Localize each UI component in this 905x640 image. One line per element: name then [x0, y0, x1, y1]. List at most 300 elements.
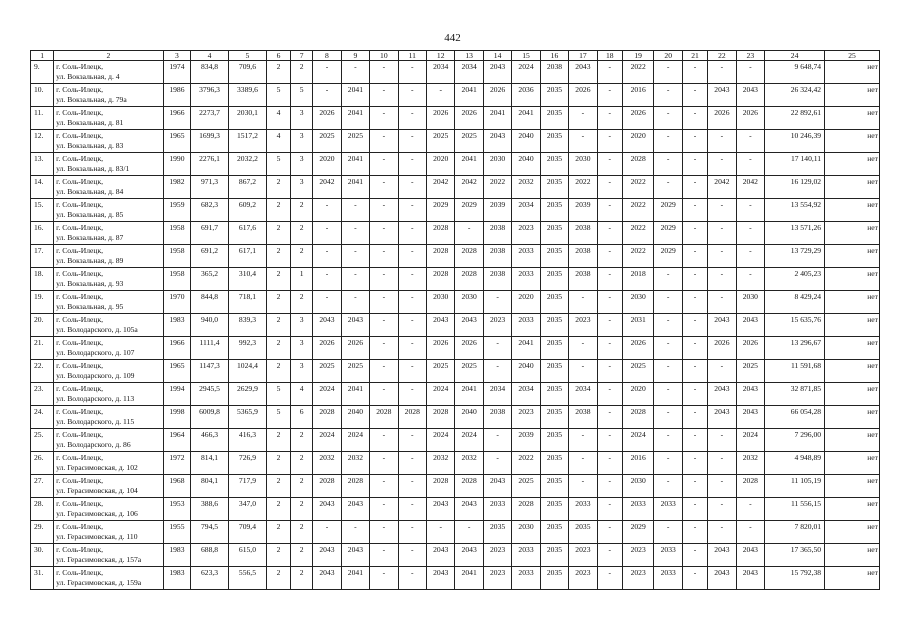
table-cell-col-9: 2025	[341, 130, 369, 153]
table-cell-col-3: 1966	[163, 107, 190, 130]
table-cell-col-5: 416,3	[229, 429, 267, 452]
table-cell-col-14: 2022	[483, 176, 511, 199]
table-cell-col-23: 2042	[736, 176, 764, 199]
table-cell-col-19: 2033	[622, 498, 654, 521]
table-cell-col-8: 2043	[313, 567, 341, 590]
table-cell-col-7: 2	[291, 291, 313, 314]
table-cell-col-8: -	[313, 245, 341, 268]
table-cell-col-18: -	[597, 383, 622, 406]
table-cell-col-9: -	[341, 222, 369, 245]
table-cell-col-18: -	[597, 153, 622, 176]
table-cell-col-6: 2	[266, 544, 290, 567]
table-cell-col-12: 2028	[426, 222, 454, 245]
column-header-21: 21	[682, 51, 707, 61]
table-cell-col-6: 2	[266, 199, 290, 222]
table-cell-col-21: -	[682, 567, 707, 590]
table-cell-col-14: 2038	[483, 245, 511, 268]
address-street: ул. Герасимовская, д. 106	[56, 509, 138, 518]
table-cell-col-18: -	[597, 130, 622, 153]
table-cell-col-21: -	[682, 130, 707, 153]
table-cell-col-24: 11 591,68	[765, 360, 825, 383]
table-cell-col-7: 2	[291, 452, 313, 475]
table-cell-col-25: нет	[825, 222, 880, 245]
table-cell-col-21: -	[682, 314, 707, 337]
table-cell-col-9: 2043	[341, 544, 369, 567]
address-cell	[54, 452, 164, 475]
table-cell-col-17: -	[569, 475, 597, 498]
table-row	[31, 176, 880, 199]
address-cell	[54, 268, 164, 291]
table-cell-col-17: 2038	[569, 268, 597, 291]
table-cell-col-14: 2043	[483, 475, 511, 498]
table-cell-col-17: -	[569, 130, 597, 153]
table-cell-col-9: -	[341, 61, 369, 84]
table-cell-col-3: 1972	[163, 452, 190, 475]
column-header-18: 18	[597, 51, 622, 61]
table-cell-col-5: 2629,9	[229, 383, 267, 406]
table-cell-col-12: 2043	[426, 314, 454, 337]
table-cell-col-5: 717,9	[229, 475, 267, 498]
table-cell-col-10: -	[370, 383, 398, 406]
table-cell-col-9: -	[341, 291, 369, 314]
table-cell-col-14: 2041	[483, 107, 511, 130]
address-city: г. Соль-Илецк,	[56, 361, 104, 370]
table-cell-col-15: 2028	[512, 498, 540, 521]
table-cell-col-6: 2	[266, 176, 290, 199]
table-cell-col-13: 2041	[455, 153, 483, 176]
table-cell-col-6: 5	[266, 383, 290, 406]
table-cell-col-13: 2028	[455, 268, 483, 291]
table-row	[31, 429, 880, 452]
table-cell-col-21: -	[682, 291, 707, 314]
address-cell	[54, 61, 164, 84]
table-cell-col-24: 15 792,38	[765, 567, 825, 590]
table-cell-col-9: 2043	[341, 314, 369, 337]
table-row	[31, 222, 880, 245]
table-cell-col-9: -	[341, 199, 369, 222]
row-number-cell: 21.	[31, 337, 54, 360]
column-header-6: 6	[266, 51, 290, 61]
address-city: г. Соль-Илецк,	[56, 154, 104, 163]
table-cell-col-21: -	[682, 406, 707, 429]
table-cell-col-13: 2029	[455, 199, 483, 222]
row-number-cell: 25.	[31, 429, 54, 452]
row-number-cell: 26.	[31, 452, 54, 475]
table-cell-col-20: -	[654, 429, 682, 452]
table-cell-col-24: 17 365,50	[765, 544, 825, 567]
table-cell-col-12: 2042	[426, 176, 454, 199]
table-cell-col-16: 2035	[540, 567, 568, 590]
table-row	[31, 544, 880, 567]
table-cell-col-21: -	[682, 222, 707, 245]
table-cell-col-18: -	[597, 544, 622, 567]
table-cell-col-10: -	[370, 199, 398, 222]
address-street: ул. Вокзальная, д. 83	[56, 141, 124, 150]
table-cell-col-12: 2028	[426, 406, 454, 429]
table-cell-col-22: -	[708, 268, 736, 291]
table-cell-col-19: 2022	[622, 199, 654, 222]
table-cell-col-25: нет	[825, 567, 880, 590]
table-cell-col-11: -	[398, 245, 426, 268]
table-cell-col-24: 13 554,92	[765, 199, 825, 222]
column-header-25: 25	[825, 51, 880, 61]
address-city: г. Соль-Илецк,	[56, 200, 104, 209]
address-cell	[54, 406, 164, 429]
table-cell-col-5: 2030,1	[229, 107, 267, 130]
table-cell-col-19: 2023	[622, 544, 654, 567]
column-header-9: 9	[341, 51, 369, 61]
table-cell-col-3: 1974	[163, 61, 190, 84]
page-number: 442	[444, 32, 461, 44]
table-cell-col-10: -	[370, 337, 398, 360]
table-cell-col-16: 2038	[540, 61, 568, 84]
table-row	[31, 567, 880, 590]
table-cell-col-6: 2	[266, 337, 290, 360]
table-cell-col-23: 2043	[736, 84, 764, 107]
table-cell-col-17: 2034	[569, 383, 597, 406]
table-cell-col-18: -	[597, 521, 622, 544]
table-cell-col-21: -	[682, 84, 707, 107]
table-cell-col-24: 2 405,23	[765, 268, 825, 291]
table-cell-col-6: 5	[266, 406, 290, 429]
table-cell-col-3: 1958	[163, 222, 190, 245]
address-city: г. Соль-Илецк,	[56, 430, 104, 439]
table-cell-col-15: 2024	[512, 61, 540, 84]
table-cell-col-17: -	[569, 452, 597, 475]
table-cell-col-23: -	[736, 130, 764, 153]
table-cell-col-6: 2	[266, 521, 290, 544]
column-header-1: 1	[31, 51, 54, 61]
row-number-cell: 22.	[31, 360, 54, 383]
table-cell-col-10: -	[370, 452, 398, 475]
table-cell-col-16: 2035	[540, 429, 568, 452]
table-cell-col-16: 2035	[540, 176, 568, 199]
table-cell-col-17: -	[569, 360, 597, 383]
table-cell-col-13: 2026	[455, 337, 483, 360]
table-cell-col-7: 2	[291, 521, 313, 544]
table-cell-col-17: -	[569, 107, 597, 130]
table-cell-col-12: 2032	[426, 452, 454, 475]
table-cell-col-21: -	[682, 544, 707, 567]
table-cell-col-18: -	[597, 567, 622, 590]
table-cell-col-23: 2043	[736, 567, 764, 590]
table-cell-col-8: 2025	[313, 130, 341, 153]
table-cell-col-15: 2040	[512, 360, 540, 383]
table-cell-col-18: -	[597, 291, 622, 314]
table-cell-col-25: нет	[825, 337, 880, 360]
table-cell-col-24: 10 246,39	[765, 130, 825, 153]
table-cell-col-17: 2023	[569, 567, 597, 590]
table-cell-col-20: -	[654, 475, 682, 498]
table-cell-col-10: -	[370, 84, 398, 107]
table-cell-col-19: 2022	[622, 245, 654, 268]
table-cell-col-20: 2033	[654, 567, 682, 590]
table-cell-col-10: -	[370, 130, 398, 153]
address-city: г. Соль-Илецк,	[56, 269, 104, 278]
table-cell-col-22: 2043	[708, 383, 736, 406]
row-number-cell: 10.	[31, 84, 54, 107]
table-cell-col-19: 2024	[622, 429, 654, 452]
table-cell-col-25: нет	[825, 268, 880, 291]
table-cell-col-25: нет	[825, 84, 880, 107]
table-cell-col-24: 9 648,74	[765, 61, 825, 84]
table-cell-col-11: -	[398, 268, 426, 291]
address-city: г. Соль-Илецк,	[56, 407, 104, 416]
table-cell-col-3: 1964	[163, 429, 190, 452]
table-cell-col-3: 1994	[163, 383, 190, 406]
table-cell-col-5: 3389,6	[229, 84, 267, 107]
table-cell-col-5: 617,1	[229, 245, 267, 268]
table-cell-col-16: 2035	[540, 107, 568, 130]
table-cell-col-18: -	[597, 199, 622, 222]
table-cell-col-5: 709,6	[229, 61, 267, 84]
table-cell-col-9: 2041	[341, 176, 369, 199]
table-cell-col-17: -	[569, 429, 597, 452]
table-cell-col-4: 623,3	[191, 567, 229, 590]
table-cell-col-10: -	[370, 61, 398, 84]
table-cell-col-14: 2043	[483, 61, 511, 84]
address-street: ул. Володарского, д. 113	[56, 394, 135, 403]
address-city: г. Соль-Илецк,	[56, 85, 104, 94]
table-cell-col-19: 2018	[622, 268, 654, 291]
row-number-cell: 11.	[31, 107, 54, 130]
table-cell-col-5: 867,2	[229, 176, 267, 199]
table-cell-col-18: -	[597, 337, 622, 360]
table-cell-col-3: 1990	[163, 153, 190, 176]
table-cell-col-6: 5	[266, 84, 290, 107]
table-cell-col-19: 2020	[622, 130, 654, 153]
address-cell	[54, 107, 164, 130]
table-cell-col-3: 1958	[163, 268, 190, 291]
table-cell-col-25: нет	[825, 107, 880, 130]
table-cell-col-8: 2043	[313, 498, 341, 521]
table-cell-col-6: 2	[266, 475, 290, 498]
table-cell-col-15: 2033	[512, 245, 540, 268]
table-cell-col-11: -	[398, 452, 426, 475]
table-cell-col-3: 1958	[163, 245, 190, 268]
table-cell-col-25: нет	[825, 176, 880, 199]
table-cell-col-12: 2026	[426, 337, 454, 360]
table-cell-col-24: 7 296,00	[765, 429, 825, 452]
table-cell-col-16: 2035	[540, 130, 568, 153]
table-cell-col-18: -	[597, 314, 622, 337]
table-cell-col-21: -	[682, 61, 707, 84]
table-cell-col-3: 1968	[163, 475, 190, 498]
table-cell-col-12: 2028	[426, 268, 454, 291]
table-cell-col-8: -	[313, 268, 341, 291]
table-cell-col-3: 1986	[163, 84, 190, 107]
table-cell-col-5: 992,3	[229, 337, 267, 360]
table-cell-col-25: нет	[825, 199, 880, 222]
column-header-7: 7	[291, 51, 313, 61]
table-cell-col-9: 2028	[341, 475, 369, 498]
address-cell	[54, 245, 164, 268]
table-cell-col-9: 2043	[341, 498, 369, 521]
table-cell-col-13: 2025	[455, 130, 483, 153]
table-cell-col-5: 839,3	[229, 314, 267, 337]
table-cell-col-21: -	[682, 521, 707, 544]
table-cell-col-7: 2	[291, 222, 313, 245]
table-cell-col-14: 2034	[483, 383, 511, 406]
column-header-12: 12	[426, 51, 454, 61]
table-cell-col-12: 2025	[426, 130, 454, 153]
row-number-cell: 17.	[31, 245, 54, 268]
row-number-cell: 24.	[31, 406, 54, 429]
table-cell-col-10: -	[370, 245, 398, 268]
address-street: ул. Володарского, д. 115	[56, 417, 135, 426]
table-cell-col-3: 1983	[163, 567, 190, 590]
table-row	[31, 61, 880, 84]
row-number-cell: 27.	[31, 475, 54, 498]
table-row	[31, 245, 880, 268]
table-cell-col-14: 2035	[483, 521, 511, 544]
table-cell-col-12: 2026	[426, 107, 454, 130]
address-street: ул. Вокзальная, д. 89	[56, 256, 124, 265]
table-cell-col-22: 2043	[708, 84, 736, 107]
row-number-cell: 12.	[31, 130, 54, 153]
table-cell-col-4: 691,2	[191, 245, 229, 268]
table-cell-col-20: -	[654, 360, 682, 383]
address-cell	[54, 199, 164, 222]
table-cell-col-20: -	[654, 84, 682, 107]
table-cell-col-4: 844,8	[191, 291, 229, 314]
table-cell-col-11: -	[398, 429, 426, 452]
table-cell-col-20: -	[654, 337, 682, 360]
table-cell-col-15: 2034	[512, 383, 540, 406]
table-cell-col-12: 2025	[426, 360, 454, 383]
table-cell-col-20: -	[654, 153, 682, 176]
table-cell-col-6: 2	[266, 291, 290, 314]
table-cell-col-14: 2038	[483, 268, 511, 291]
table-cell-col-20: -	[654, 452, 682, 475]
table-cell-col-8: 2024	[313, 429, 341, 452]
table-cell-col-12: 2029	[426, 199, 454, 222]
table-cell-col-21: -	[682, 429, 707, 452]
table-cell-col-16: 2035	[540, 475, 568, 498]
table-cell-col-21: -	[682, 245, 707, 268]
row-number-cell: 29.	[31, 521, 54, 544]
table-cell-col-10: -	[370, 268, 398, 291]
table-cell-col-3: 1959	[163, 199, 190, 222]
table-cell-col-20: -	[654, 176, 682, 199]
address-street: ул. Вокзальная, д. 93	[56, 279, 124, 288]
table-cell-col-7: 2	[291, 61, 313, 84]
row-number-cell: 15.	[31, 199, 54, 222]
address-street: ул. Герасимовская, д. 157а	[56, 555, 142, 564]
table-cell-col-11: -	[398, 107, 426, 130]
table-cell-col-7: 1	[291, 268, 313, 291]
table-cell-col-25: нет	[825, 383, 880, 406]
row-number-cell: 30.	[31, 544, 54, 567]
table-cell-col-18: -	[597, 107, 622, 130]
table-cell-col-18: -	[597, 176, 622, 199]
table-cell-col-19: 2029	[622, 521, 654, 544]
table-cell-col-6: 2	[266, 360, 290, 383]
table-cell-col-13: 2041	[455, 383, 483, 406]
table-cell-col-20: -	[654, 268, 682, 291]
table-cell-col-22: 2026	[708, 337, 736, 360]
address-cell	[54, 383, 164, 406]
table-row	[31, 383, 880, 406]
table-cell-col-3: 1983	[163, 544, 190, 567]
table-cell-col-19: 2022	[622, 222, 654, 245]
address-city: г. Соль-Илецк,	[56, 384, 104, 393]
table-cell-col-23: 2043	[736, 406, 764, 429]
table-cell-col-10: -	[370, 291, 398, 314]
table-cell-col-10: -	[370, 222, 398, 245]
table-cell-col-19: 2030	[622, 475, 654, 498]
table-cell-col-7: 3	[291, 314, 313, 337]
table-cell-col-12: 2043	[426, 544, 454, 567]
table-cell-col-15: 2036	[512, 84, 540, 107]
table-cell-col-10: -	[370, 567, 398, 590]
table-cell-col-11: -	[398, 84, 426, 107]
table-cell-col-17: 2022	[569, 176, 597, 199]
table-cell-col-23: 2032	[736, 452, 764, 475]
address-city: г. Соль-Илецк,	[56, 522, 104, 531]
table-cell-col-18: -	[597, 452, 622, 475]
table-cell-col-15: 2041	[512, 107, 540, 130]
table-cell-col-15: 2033	[512, 567, 540, 590]
table-cell-col-22: -	[708, 452, 736, 475]
row-number-cell: 13.	[31, 153, 54, 176]
table-cell-col-21: -	[682, 498, 707, 521]
table-cell-col-12: 2024	[426, 429, 454, 452]
table-cell-col-23: -	[736, 521, 764, 544]
address-street: ул. Вокзальная, д. 79а	[56, 95, 127, 104]
table-cell-col-16: 2035	[540, 84, 568, 107]
table-cell-col-13: 2041	[455, 84, 483, 107]
row-number-cell: 23.	[31, 383, 54, 406]
table-cell-col-20: -	[654, 61, 682, 84]
table-cell-col-9: 2032	[341, 452, 369, 475]
table-cell-col-17: -	[569, 291, 597, 314]
table-cell-col-5: 726,9	[229, 452, 267, 475]
table-cell-col-18: -	[597, 245, 622, 268]
table-cell-col-22: 2026	[708, 107, 736, 130]
table-cell-col-9: 2026	[341, 337, 369, 360]
table-cell-col-8: 2025	[313, 360, 341, 383]
table-cell-col-16: 2035	[540, 245, 568, 268]
table-cell-col-9: -	[341, 521, 369, 544]
row-number-cell: 19.	[31, 291, 54, 314]
address-cell	[54, 498, 164, 521]
table-cell-col-19: 2020	[622, 383, 654, 406]
table-cell-col-19: 2023	[622, 567, 654, 590]
table-cell-col-20: -	[654, 130, 682, 153]
table-cell-col-6: 2	[266, 567, 290, 590]
table-cell-col-14: -	[483, 452, 511, 475]
table-cell-col-24: 13 296,67	[765, 337, 825, 360]
table-cell-col-24: 13 729,29	[765, 245, 825, 268]
table-cell-col-16: 2035	[540, 222, 568, 245]
table-cell-col-12: 2034	[426, 61, 454, 84]
table-cell-col-18: -	[597, 429, 622, 452]
table-cell-col-6: 5	[266, 153, 290, 176]
table-cell-col-6: 2	[266, 245, 290, 268]
table-cell-col-14: -	[483, 360, 511, 383]
table-cell-col-11: -	[398, 153, 426, 176]
table-cell-col-11: -	[398, 130, 426, 153]
address-street: ул. Володарского, д. 109	[56, 371, 135, 380]
table-cell-col-7: 2	[291, 475, 313, 498]
table-cell-col-5: 718,1	[229, 291, 267, 314]
address-city: г. Соль-Илецк,	[56, 476, 104, 485]
table-cell-col-25: нет	[825, 245, 880, 268]
table-cell-col-8: -	[313, 61, 341, 84]
table-cell-col-15: 2034	[512, 199, 540, 222]
table-cell-col-15: 2040	[512, 130, 540, 153]
